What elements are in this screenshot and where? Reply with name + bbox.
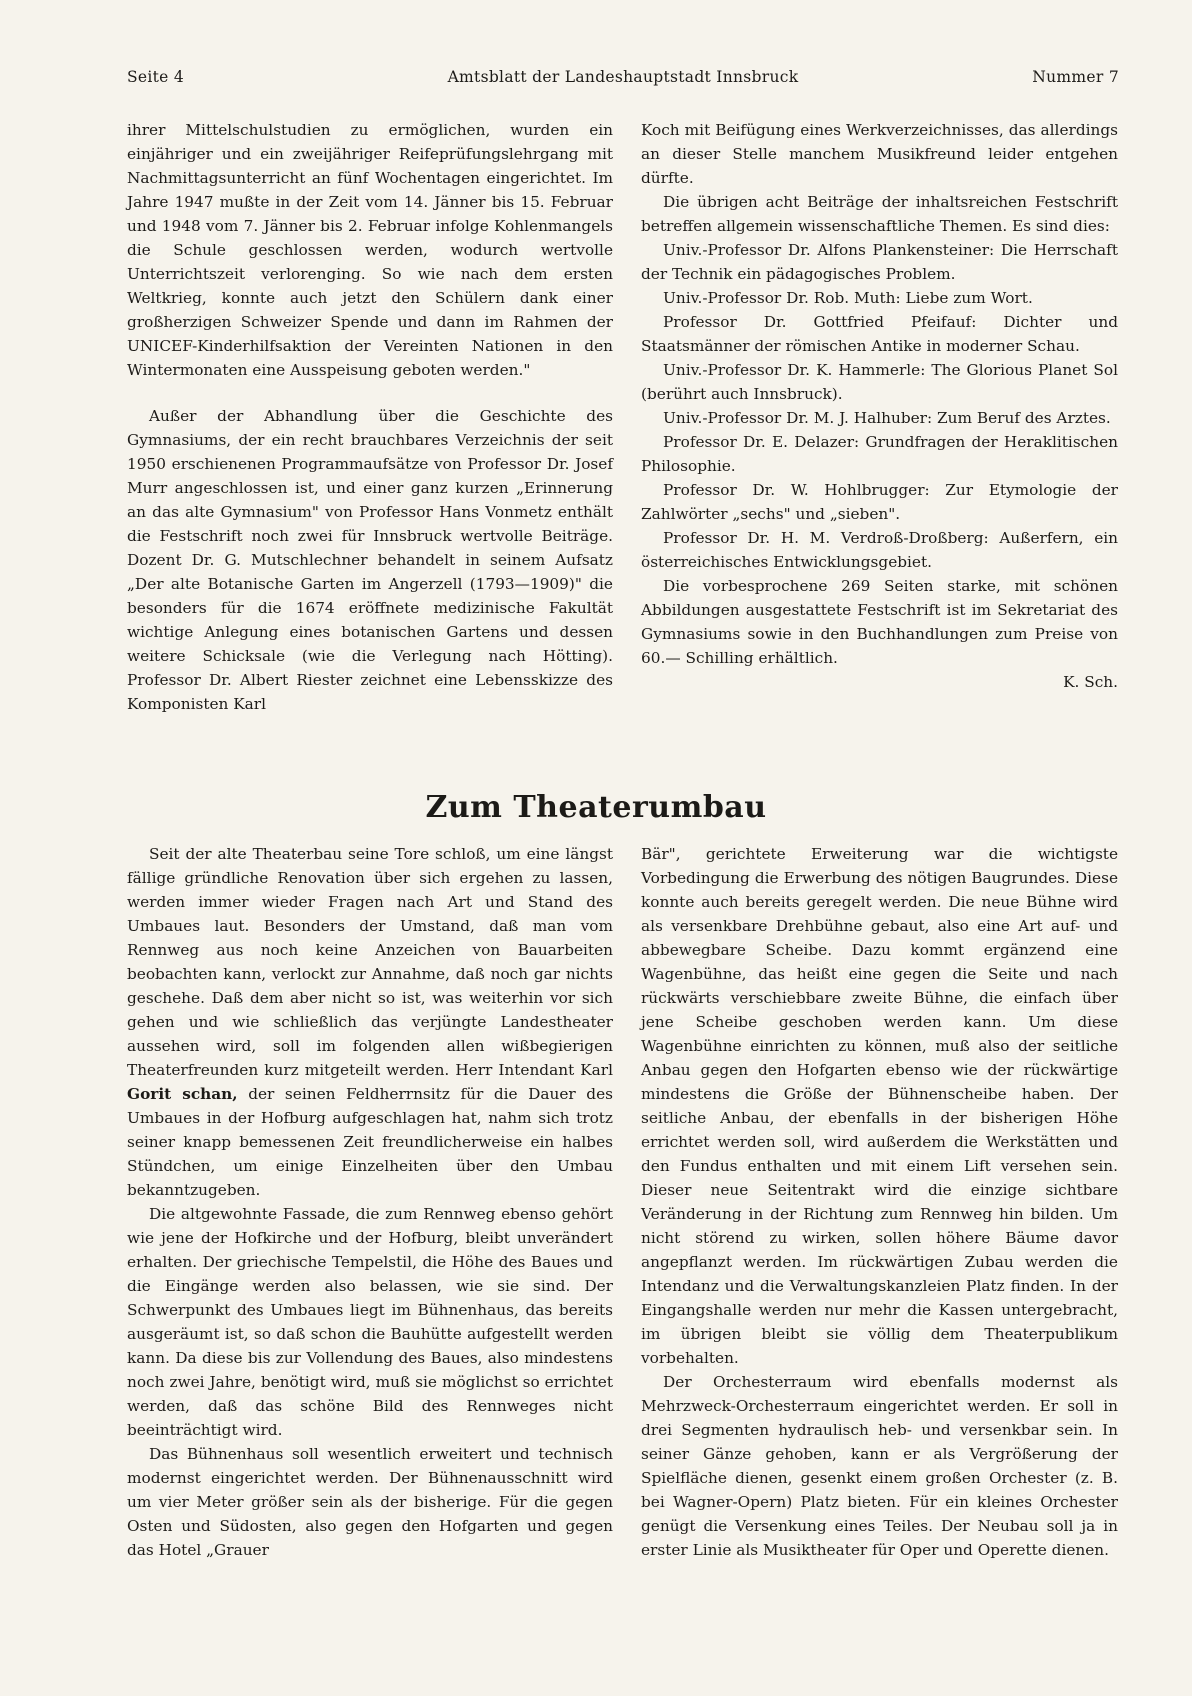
paragraph: Das Bühnenhaus soll wesentlich erweitert und technisch modernst eingerichtet werden. Der Bühnenausschnitt wird um vier Meter größer sein als der bisherige. Für die gegen Osten und Südosten, also gegen den Hofgarten und gegen das Hotel „Grauer	[127, 1445, 613, 1559]
paragraph: Die übrigen acht Beiträge der inhaltsreichen Festschrift betreffen allgemein wissenschaftliche Themen. Es sind dies:	[641, 193, 1118, 235]
contribution-item: Univ.-Professor Dr. Rob. Muth: Liebe zum Wort.	[663, 289, 1033, 307]
paragraph: Bär", gerichtete Erweiterung war die wichtigste Vorbedingung die Erwerbung des nötigen Baugrundes. Diese konnte auch bereits geregelt werden. Die neue Bühne wird als versenkbare Drehbühne gebaut, also eine Art auf- und abbewegbare Scheibe. Dazu kommt ergänzend eine Wagenbühne, das heißt eine gegen die Seite und nach rückwärts verschiebbare zweite Bühne, die einfach über jene Scheibe geschoben werden kann. Um diese Wagenbühne einrichten zu können, muß also der seitliche Anbau gegen den Hofgarten ebenso wie der rückwärtige mindestens die Größe der Bühnenscheibe haben. Der seitliche Anbau, der ebenfalls in der bisherigen Höhe errichtet werden soll, wird außerdem die Werkstätten und den Fundus enthalten und mit einem Lift versehen sein. Dieser neue Seitentrakt wird die einzige sichtbare Veränderung in der Richtung zum Rennweg hin bilden. Um nicht störend zu wirken, sollen höhere Bäume davor angepflanzt werden. Im rückwärtigen Zubau werden die Intendanz und die Verwaltungskanzleien Platz finden. In der Eingangshalle werden nur mehr die Kassen untergebracht, im übrigen bleibt sie völlig dem Theaterpublikum vorbehalten.	[641, 845, 1118, 1367]
article-title: Zum Theaterumbau	[425, 790, 767, 825]
paragraph: Der Orchesterraum wird ebenfalls modernst als Mehrzweck-Orchesterraum eingerichtet werden. Er soll in drei Segmenten hydraulisch heb- und versenkbar sein. In seiner Gänze gehoben, kann er als Vergrößerung der Spielfläche dienen, gesenkt einem großen Orchester (z. B. bei Wagner-Opern) Platz bieten. Für ein kleines Orchester genügt die Versenkung eines Teiles. Der Neubau soll ja in erster Linie als Musiktheater für Oper und Operette dienen.	[641, 1373, 1118, 1559]
contribution-item: Univ.-Professor Dr. Alfons Plankensteiner: Die Herrschaft der Technik ein pädagogisches Problem.	[641, 241, 1118, 283]
paragraph-text: Seit der alte Theaterbau seine Tore schloß, um eine längst fällige gründliche Renovation über sich ergehen zu lassen, werden immer wieder Fragen nach Art und Stand des Umbaues laut. Besonders der Umstand, daß man vom Rennweg aus noch keine Anzeichen von Bauarbeiten beobachten kann, verlockt zur Annahme, daß noch gar nichts geschehe. Daß dem aber nicht so ist, was weiterhin vor sich gehen und wie schließlich das verjüngte Landestheater aussehen wird, soll im folgenden allen wißbegierigen Theaterfreunden kurz mitgeteilt werden. Herr Intendant Karl	[127, 845, 613, 1079]
article-right-column	[641, 842, 1118, 1562]
contribution-item: Professor Dr. E. Delazer: Grundfragen der Heraklitischen Philosophie.	[641, 433, 1118, 475]
author-signature: K. Sch.	[1063, 673, 1118, 691]
publication-title: Amtsblatt der Landeshauptstadt Innsbruck	[447, 68, 799, 86]
paragraph: Außer der Abhandlung über die Geschichte des Gymnasiums, der ein recht brauchbares Verzeichnis der seit 1950 erschienenen Programmaufsätze von Professor Dr. Josef Murr angeschlossen ist, und einer ganz kurzen „Erinnerung an das alte Gymnasium" von Professor Hans Vonmetz enthält die Festschrift noch zwei für Innsbruck wertvolle Beiträge. Dozent Dr. G. Mutschlechner behandelt in seinem Aufsatz „Der alte Botanische Garten im Angerzell (1793—1909)" die besonders für die 1674 eröffnete medizinische Fakultät wichtige Anlegung eines botanischen Gartens und dessen weitere Schicksale (wie die Verlegung nach Hötting). Professor Dr. Albert Riester zeichnet eine Lebensskizze des Komponisten Karl	[127, 407, 613, 713]
paragraph: Die vorbesprochene 269 Seiten starke, mit schönen Abbildungen ausgestattete Festschrift ist im Sekretariat des Gymnasiums sowie in den Buchhandlungen zum Preise von 60.— Schilling erhältlich.	[641, 577, 1118, 667]
contribution-item: Professor Dr. W. Hohlbrugger: Zur Etymologie der Zahlwörter „sechs" und „sieben".	[641, 481, 1118, 523]
contribution-item: Professor Dr. Gottfried Pfeifauf: Dichter und Staatsmänner der römischen Antike in moderner Schau.	[641, 313, 1118, 355]
contribution-item: Univ.-Professor Dr. M. J. Halhuber: Zum Beruf des Arztes.	[663, 409, 1111, 427]
contribution-item: Professor Dr. H. M. Verdroß-Droßberg: Außerfern, ein österreichisches Entwicklungsgebiet.	[641, 529, 1118, 571]
paragraph: Koch mit Beifügung eines Werkverzeichnisses, das allerdings an dieser Stelle manchem Musikfreund leider entgehen dürfte.	[641, 121, 1118, 187]
paragraph: Die altgewohnte Fassade, die zum Rennweg ebenso gehört wie jene der Hofkirche und der Hofburg, bleibt unverändert erhalten. Der griechische Tempelstil, die Höhe des Baues und die Eingänge werden also belassen, wie sie sind. Der Schwerpunkt des Umbaues liegt im Bühnenhaus, das bereits ausgeräumt ist, so daß schon die Bauhütte aufgestellt werden kann. Da diese bis zur Vollendung des Baues, also mindestens noch zwei Jahre, benötigt wird, muß sie möglichst so errichtet werden, daß das schöne Bild des Rennweges nicht beeinträchtigt wird.	[127, 1205, 613, 1439]
upper-left-column	[127, 118, 613, 716]
article-left-column	[127, 842, 613, 1562]
issue-number: Nummer 7	[1032, 68, 1119, 86]
paragraph	[127, 842, 613, 1202]
page-header	[127, 68, 1119, 90]
upper-right-column	[641, 118, 1118, 694]
page-number: Seite 4	[127, 68, 185, 86]
contribution-item: Univ.-Professor Dr. K. Hammerle: The Glorious Planet Sol (berührt auch Innsbruck).	[641, 361, 1118, 403]
paragraph-text: der seinen Feldherrnsitz für die Dauer des Umbaues in der Hofburg aufgeschlagen hat, nahm sich trotz seiner knapp bemessenen Zeit freundlicherweise ein halbes Stündchen, um einige Einzelheiten über den Umbau bekanntzugeben.	[127, 1085, 613, 1199]
intendant-name: Gorit schan,	[127, 1085, 238, 1103]
paragraph: ihrer Mittelschulstudien zu ermöglichen, wurden ein einjähriger und ein zweijähriger Reifeprüfungslehrgang mit Nachmittagsunterricht an fünf Wochentagen eingerichtet. Im Jahre 1947 mußte in der Zeit vom 14. Jänner bis 15. Februar und 1948 vom 7. Jänner bis 2. Februar infolge Kohlenmangels die Schule geschlossen werden, wodurch wertvolle Unterrichtszeit verlorenging. So wie nach dem ersten Weltkrieg, konnte auch jetzt den Schülern dank einer großherzigen Schweizer Spende und dann im Rahmen der UNICEF-Kinderhilfsaktion der Vereinten Nationen in den Wintermonaten eine Ausspeisung geboten werden."	[127, 121, 613, 379]
